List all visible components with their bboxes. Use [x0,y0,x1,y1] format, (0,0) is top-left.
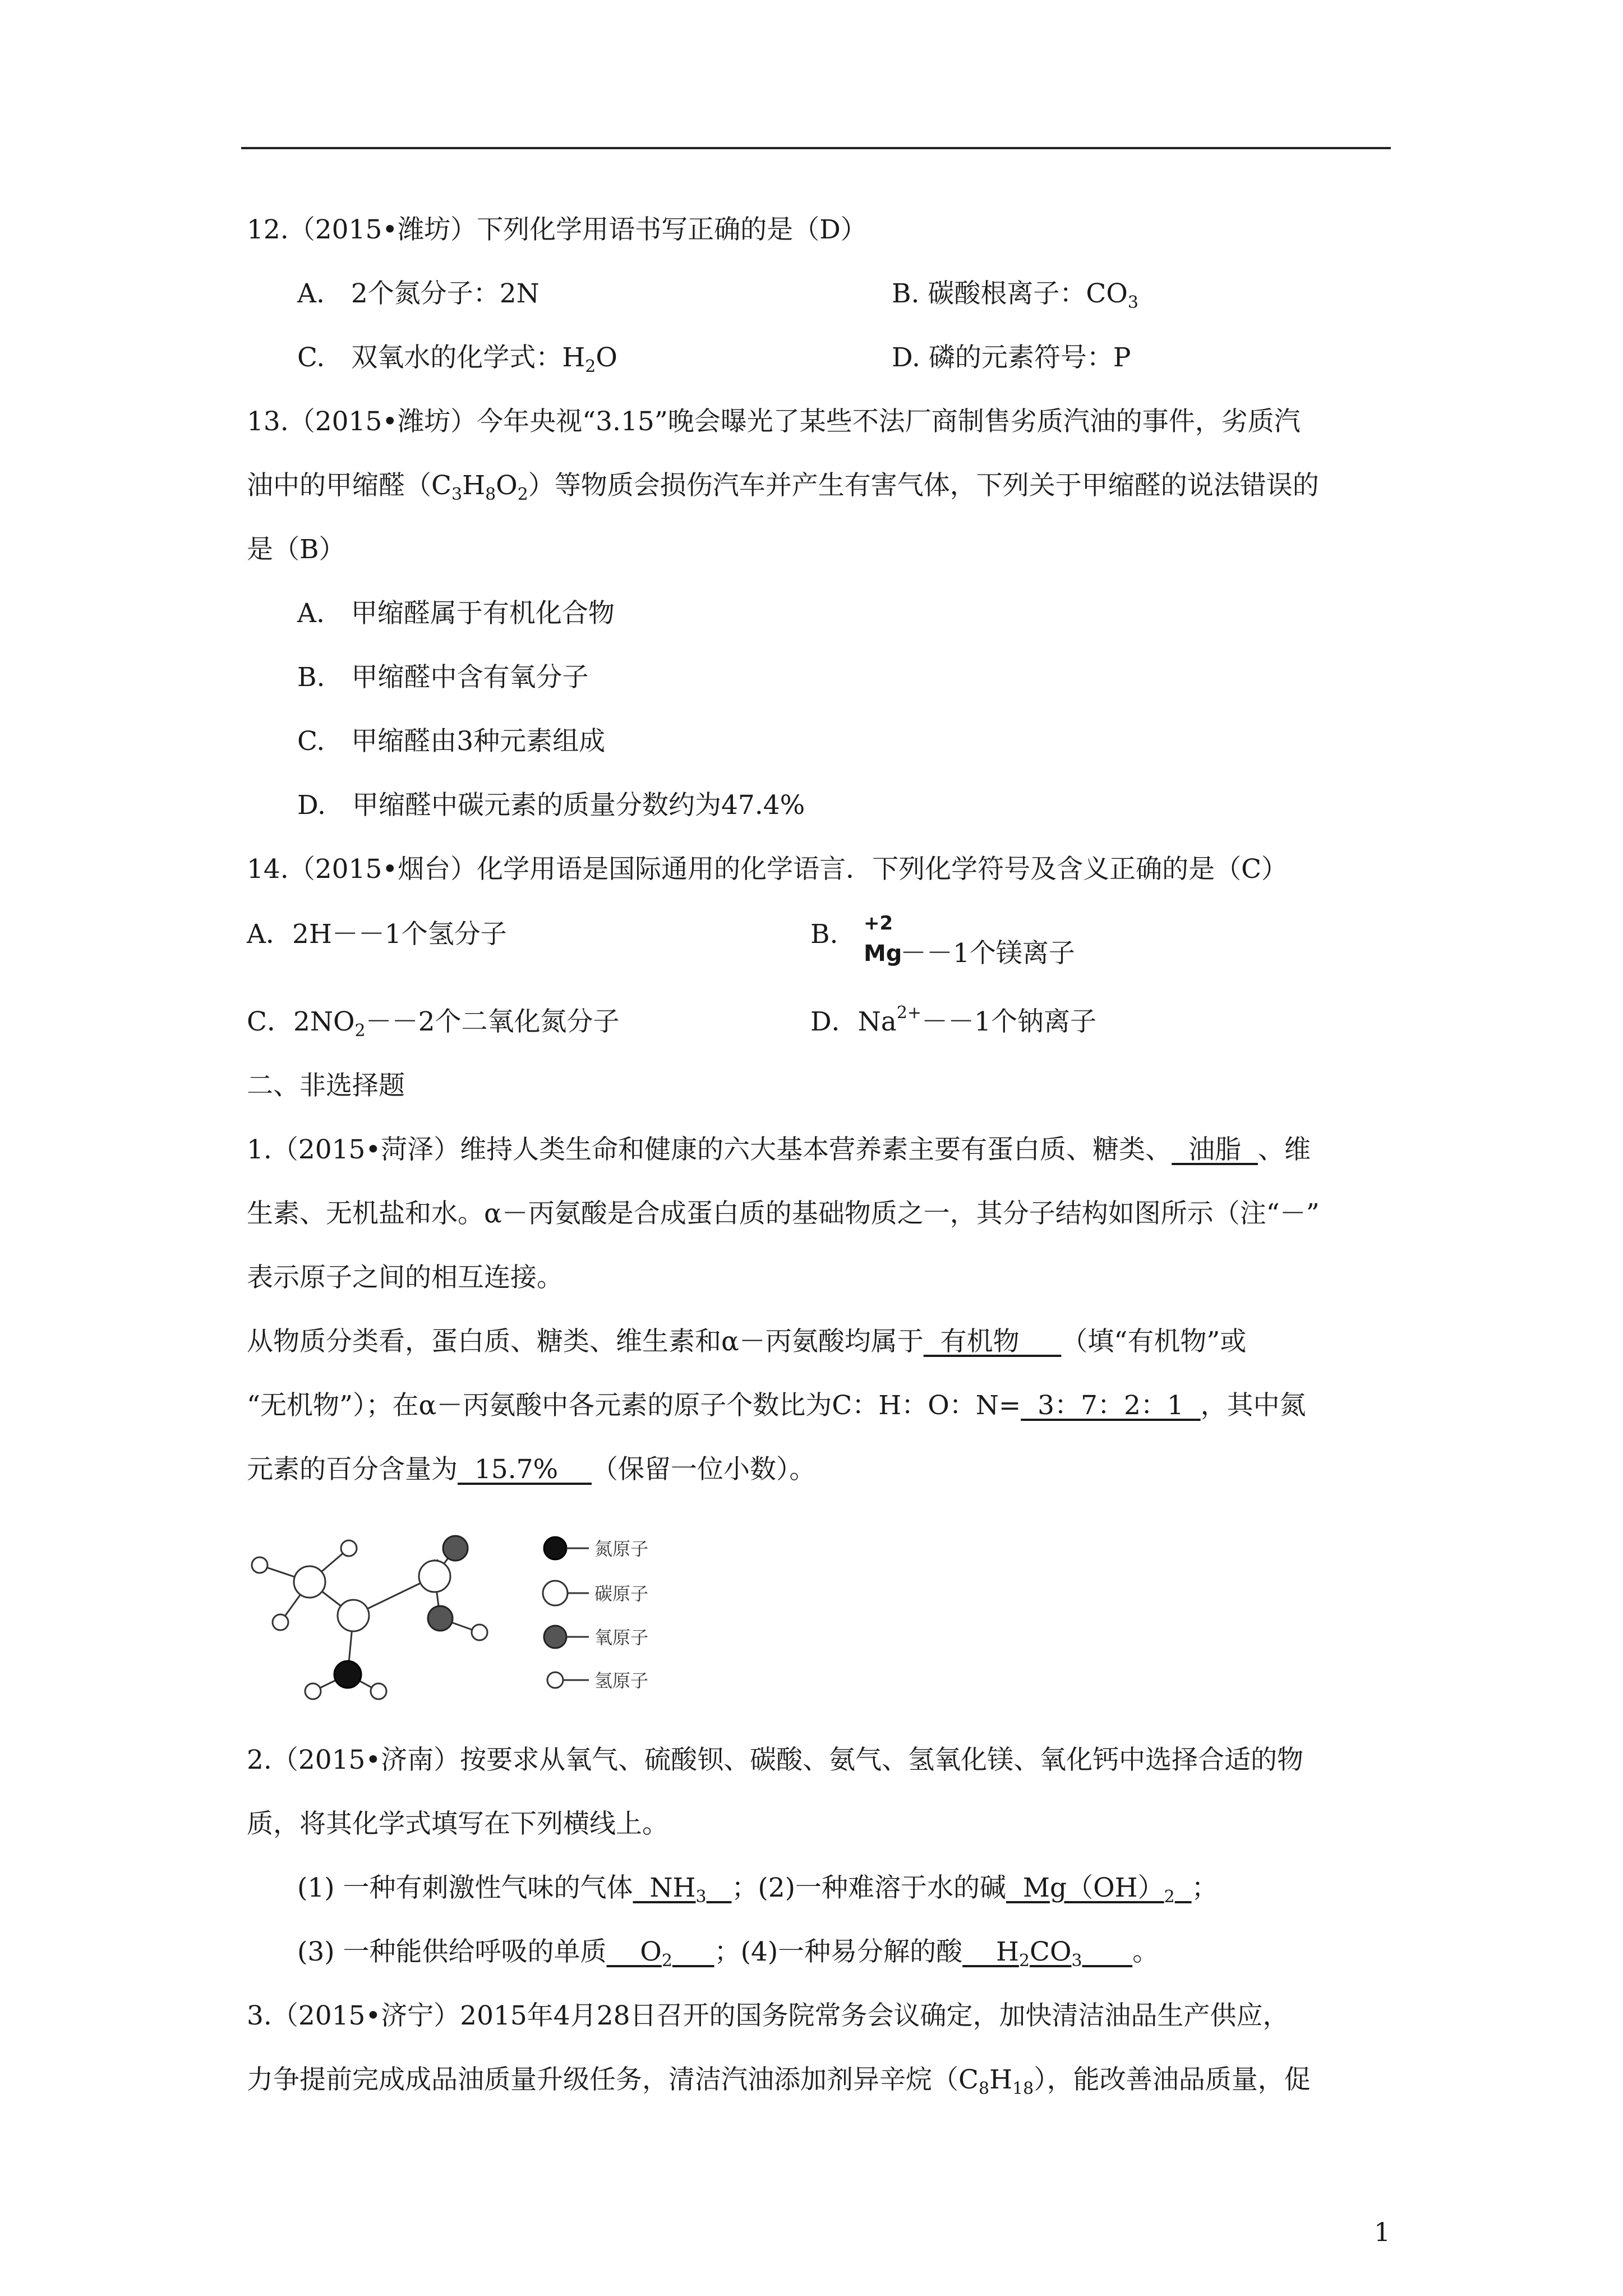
q14-option-b-charge: +2 [864,912,893,935]
p1-line4: 从物质分类看，蛋白质、糖类、维生素和α－丙氨酸均属于 有机物 （填“有机物”或 [247,1326,1247,1357]
legend-carbon-symbol [543,1581,568,1605]
legend [543,1537,648,1691]
q14-option-c: C．$2NO_2--2$个二氧化氮分子 [247,1006,620,1041]
p2-line3: (1) 一种有刺激性气味的气体 $NH_3$ ；(2)一种难溶于水的碱 $Mg(OH)_2$ ； [297,1872,1218,1907]
q12-option-a: A. 2个氮分子：2N [297,278,540,309]
p2-line4: (3) 一种能供给呼吸的单质 $O_2$ ；(4)一种易分解的酸 $H_2CO_3$ 。 [297,1936,1159,1971]
p2-answer-blank1: $NH_3$ [633,1872,707,1907]
p1-answer-blank2: 有机物 [923,1326,1062,1357]
legend-carbon-label: 碳原子 [594,1583,649,1604]
carbon-atom [419,1561,450,1592]
q13-stem-line3: 是（B） [247,534,345,565]
q14-stem: 14.（2015•烟台）化学用语是国际通用的化学语言．下列化学符号及含义正确的是（C） [247,854,1288,885]
p1-line6: 元素的百分含量为 15.7% （保留一位小数）。 [247,1454,816,1485]
q12-option-b: B. 碳酸根离子：$CO_3$ [892,278,1139,312]
p2-answer-blank3: $O_2$ [606,1936,672,1971]
hydrogen-atom [252,1557,268,1573]
p2-line1: 2.（2015•济南）按要求从氧气、硫酸钡、碳酸、氨气、氢氧化镁、氧化钙中选择合适的物 [247,1745,1304,1775]
p2-answer-blank2: $Mg(OH)_2$ [1006,1872,1175,1907]
q13-option-c: C. 甲缩醛由3种元素组成 [297,726,606,757]
p1-answer-blank1: 油脂 [1172,1134,1258,1165]
q13-stem-line2: 油中的甲缩醛$(C_3H_8O_2)$等物质会损伤汽车并产生有害气体，下列关于甲缩醛的说法错误的 [247,470,1319,504]
q14-option-d: D．$Na^{2+}--1$个钠离子 [810,1003,1096,1037]
hydrogen-atom [273,1614,288,1630]
legend-oxygen-symbol [544,1626,566,1648]
p1-answer-blank3: 3：7：2：1 [1021,1390,1201,1421]
q14-option-b-label: B. [810,919,838,950]
legend-hydrogen-symbol [547,1672,563,1688]
p1-line2: 生素、无机盐和水。α－丙氨酸是合成蛋白质的基础物质之一，其分子结构如图所示（注“－” [247,1198,1320,1229]
q13-stem-line1: 13.（2015•潍坊）今年央视“3.15”晚会曝光了某些不法厂商制售劣质汽油的事件，劣质汽 [247,406,1301,437]
q14-option-b-text: －－1个镁离子 [900,938,1075,969]
p2-line2: 质，将其化学式填写在下列横线上。 [247,1809,668,1839]
hydrogen-atom [305,1683,321,1699]
p1-line3: 表示原子之间的相互连接。 [247,1262,563,1293]
q14-option-a: A．2H－－1个氢分子 [247,919,507,950]
carbon-atom [338,1600,369,1631]
p1-line1: 1.（2015•菏泽）维持人类生命和健康的六大基本营养素主要有蛋白质、糖类、 油脂 、维 [247,1134,1311,1165]
q14-option-b-symbol: Mg [864,941,902,967]
hydrogen-atom [371,1683,386,1699]
p1-line5: “无机物”）；在α－丙氨酸中各元素的原子个数比为C：H：O：N= 3：7：2：1 ，其中氮 [247,1390,1306,1421]
p3-line1: 3.（2015•济宁）2015年4月28日召开的国务院常务会议确定，加快清洁油品生产供应， [247,2000,1289,2031]
alanine-molecule-diagram [241,1515,723,1728]
p2-answer-blank4: $H_2CO_3$ [962,1936,1082,1971]
page-number: 1 [1374,2217,1391,2247]
carbon-atom [294,1566,325,1598]
section-heading: 二、非选择题 [247,1070,405,1101]
legend-nitrogen-symbol [544,1537,566,1559]
header-rule [241,147,1391,149]
q13-option-b: B. 甲缩醛中含有氧分子 [297,662,589,693]
q12-option-d: D. 磷的元素符号：P [892,342,1131,373]
q12-stem: 12.（2015•潍坊）下列化学用语书写正确的是（D） [247,214,867,245]
oxygen-atom [443,1536,468,1561]
q12-option-c: C. 双氧水的化学式：$H_2O$ [297,342,617,376]
hydrogen-atom [472,1625,487,1640]
nitrogen-atom [334,1661,361,1688]
oxygen-atom [428,1606,453,1631]
legend-oxygen-label: 氧原子 [594,1627,649,1648]
p1-answer-blank4: 15.7% [458,1454,592,1485]
q13-option-d: D. 甲缩醛中碳元素的质量分数约为47.4% [297,790,805,821]
p3-line2: 力争提前完成成品油质量升级任务，清洁汽油添加剂异辛烷$(C_8H_{18})$，能改善油品质量，促 [247,2064,1311,2099]
q13-option-a: A. 甲缩醛属于有机化合物 [297,598,615,629]
legend-nitrogen-label: 氮原子 [594,1538,649,1559]
hydrogen-atom [341,1540,357,1556]
legend-hydrogen-label: 氢原子 [594,1670,649,1691]
